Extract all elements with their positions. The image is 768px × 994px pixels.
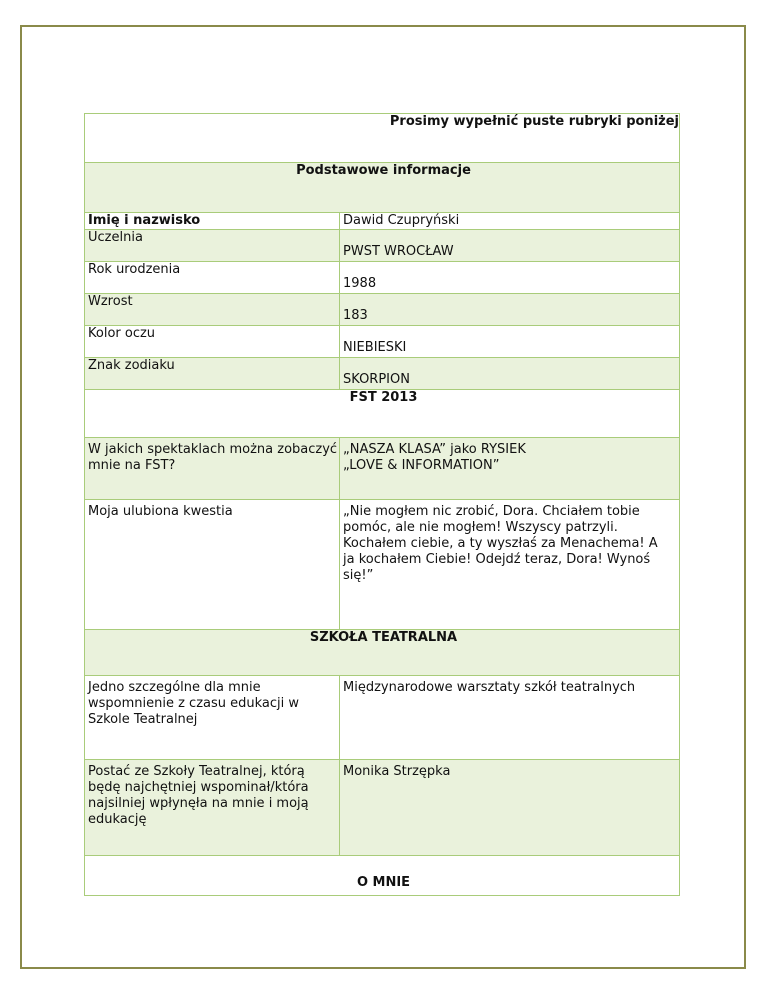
show-1: „NASZA KLASA” jako RYSIEK <box>343 442 526 457</box>
zodiac-label: Znak zodiaku <box>85 358 340 390</box>
quote-value[interactable]: „Nie mogłem nic zrobić, Dora. Chciałem tobie pomóc, ale nie mogłem! Wszyscy patrzyli. Kochałem ciebie, a ty wyszłaś za Menachema! A ja kochałem Ciebie! Odejdź teraz, Dora! Wynoś się!” <box>340 500 680 630</box>
row-memory <box>85 676 680 760</box>
height-value[interactable]: 183 <box>340 294 680 326</box>
row-university <box>85 230 680 262</box>
quote-label: Moja ulubiona kwestia <box>85 500 340 630</box>
zodiac-value[interactable]: SKORPION <box>340 358 680 390</box>
person-value[interactable]: Monika Strzępka <box>340 760 680 856</box>
section-title-about: O MNIE <box>85 856 680 896</box>
section-about-row <box>85 856 680 896</box>
height-label: Wzrost <box>85 294 340 326</box>
memory-value[interactable]: Międzynarodowe warsztaty szkół teatralnych <box>340 676 680 760</box>
section-title-basic: Podstawowe informacje <box>85 163 680 213</box>
form-instruction: Prosimy wypełnić puste rubryki poniżej <box>85 114 680 163</box>
row-quote <box>85 500 680 630</box>
shows-label: W jakich spektaklach można zobaczyć mnie na FST? <box>85 438 340 500</box>
section-title-fst: FST 2013 <box>85 390 680 438</box>
profile-form-table <box>84 113 680 896</box>
shows-value[interactable] <box>340 438 680 500</box>
birth-year-label: Rok urodzenia <box>85 262 340 294</box>
row-birth-year <box>85 262 680 294</box>
eye-color-label: Kolor oczu <box>85 326 340 358</box>
row-height <box>85 294 680 326</box>
university-label: Uczelnia <box>85 230 340 262</box>
section-basic-row <box>85 163 680 213</box>
row-shows <box>85 438 680 500</box>
section-school-row <box>85 630 680 676</box>
university-value[interactable]: PWST WROCŁAW <box>340 230 680 262</box>
name-value[interactable]: Dawid Czupryński <box>340 213 680 230</box>
row-eye-color <box>85 326 680 358</box>
memory-label: Jedno szczególne dla mnie wspomnienie z czasu edukacji w Szkole Teatralnej <box>85 676 340 760</box>
row-zodiac <box>85 358 680 390</box>
section-title-school: SZKOŁA TEATRALNA <box>85 630 680 676</box>
header-row <box>85 114 680 163</box>
eye-color-value[interactable]: NIEBIESKI <box>340 326 680 358</box>
birth-year-value[interactable]: 1988 <box>340 262 680 294</box>
row-name <box>85 213 680 230</box>
section-fst-row <box>85 390 680 438</box>
row-person <box>85 760 680 856</box>
person-label: Postać ze Szkoły Teatralnej, którą będę najchętniej wspominał/która najsilniej wpłynęła na mnie i moją edukację <box>85 760 340 856</box>
name-label: Imię i nazwisko <box>85 213 340 230</box>
show-2: „LOVE & INFORMATION” <box>343 458 500 473</box>
